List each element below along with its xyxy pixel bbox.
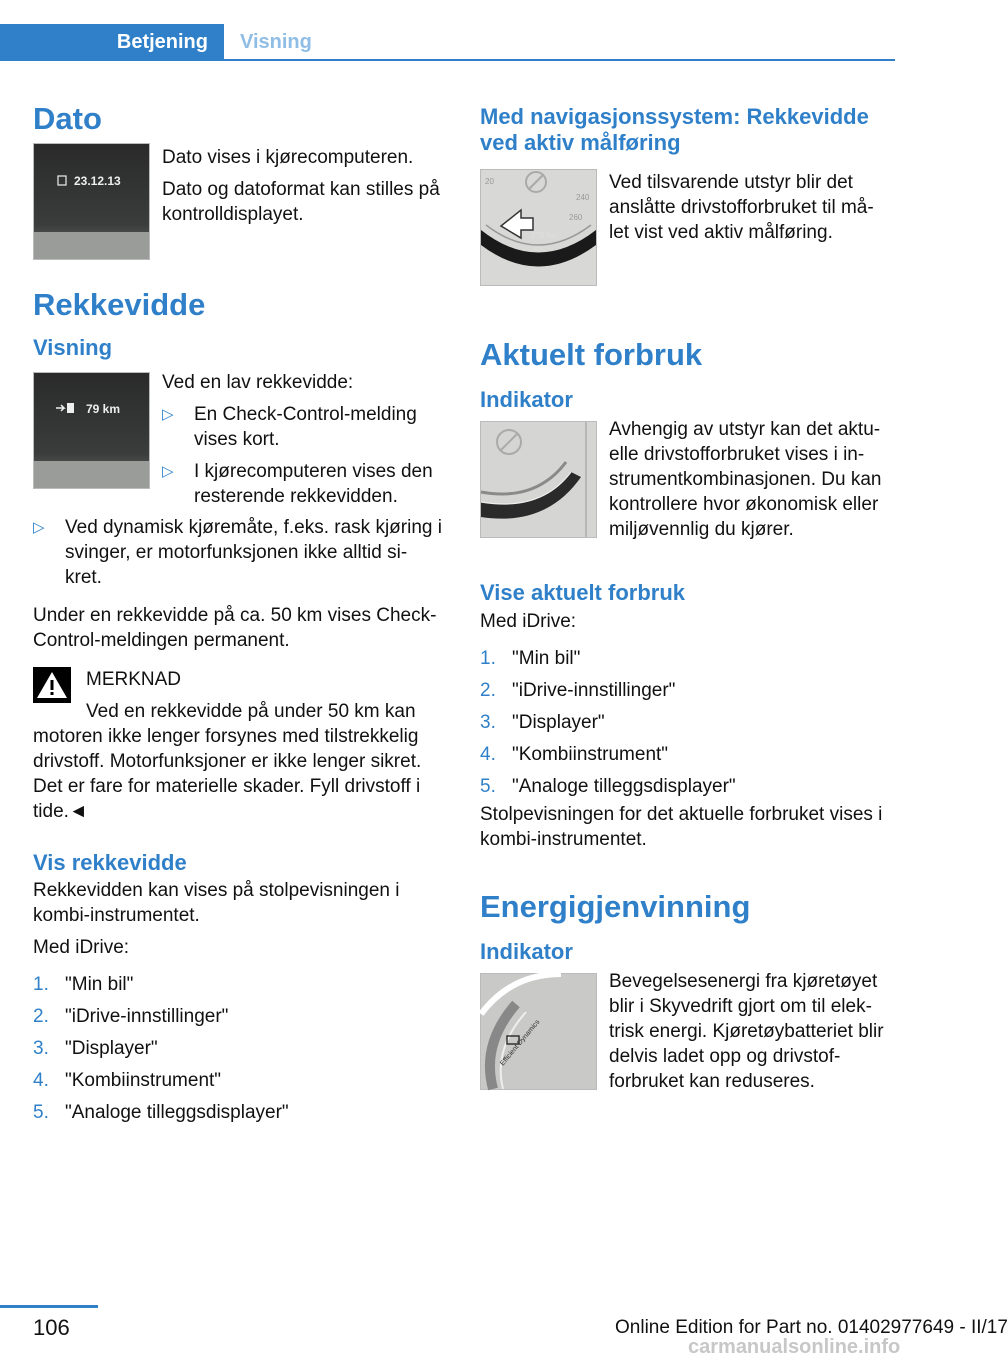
svg-text:20: 20 — [485, 176, 494, 186]
dato-display-text: 23.12.13 — [74, 174, 121, 189]
section-vise-forbruk — [480, 580, 896, 851]
svg-text:400: 400 — [533, 246, 545, 254]
list-item: ▷ En Check-Control-melding vises kort. — [162, 403, 417, 450]
note-body: motoren ikke lenger forsynes med tilstrekkelig drivstoff. Motorfunksjoner er ikke lenger sikret. Det er fare for materielle skader. Fyll drivstoff i tide.◄ — [33, 725, 422, 822]
dato-display-image — [33, 143, 150, 260]
energy-gauge-image — [480, 973, 597, 1090]
heading-navigasjon: Med navigasjonssystem: Rekkevidde ved aktiv målføring — [480, 104, 869, 156]
list-item: 3. "Displayer" — [33, 1038, 158, 1060]
svg-text:378 km: 378 km — [531, 230, 559, 240]
left-column — [33, 100, 448, 1132]
dato-paragraph-2: Dato og datoformat kan stilles på kontrolldisplayet. — [162, 179, 440, 226]
vise-paragraph-2: Stolpevisningen for det aktuelle forbruket vises i kombi-instrumentet. — [480, 803, 883, 850]
svg-text:260: 260 — [569, 212, 583, 222]
note-first-line: Ved en rekkevidde på under 50 km kan — [86, 700, 416, 722]
range-display-text: 79 km — [86, 401, 121, 416]
heading-dato: Dato — [33, 101, 102, 136]
triangle-bullet-icon: ▷ — [33, 518, 45, 536]
right-column — [480, 104, 896, 1094]
range-intro: Ved en lav rekkevidde: — [162, 371, 354, 393]
heading-aktuelt-forbruk: Aktuelt forbruk — [480, 336, 703, 372]
list-item: 2. "iDrive-innstillinger" — [33, 1006, 229, 1028]
tab-visning[interactable]: Visning — [240, 31, 312, 53]
section-dato — [33, 100, 448, 260]
heading-visning: Visning — [33, 335, 113, 361]
heading-rekkevidde: Rekkevidde — [33, 287, 206, 323]
svg-text:Efficient Dynamics: Efficient Dynamics — [499, 1019, 542, 1068]
heading-vise-forbruk: Vise aktuelt forbruk — [480, 580, 685, 606]
section-rekkevidde — [33, 286, 448, 824]
list-item: 1. "Min bil" — [33, 974, 134, 996]
section-vis-rekkevidde — [33, 850, 448, 1125]
list-item: 3. "Displayer" — [480, 711, 605, 733]
nav-paragraph: Ved tilsvarende utstyr blir det anslåtte drivstofforbruket til må- let vist ved aktiv målføring. — [609, 171, 874, 243]
range-display-image — [33, 372, 150, 489]
section-energigjenvinning — [480, 888, 896, 1095]
list-item: 4. "Kombiinstrument" — [33, 1070, 222, 1092]
heading-indikator-forbruk: Indikator — [480, 386, 573, 412]
list-item: 5. "Analoge tilleggsdisplayer" — [33, 1102, 289, 1124]
list-item: 4. "Kombiinstrument" — [480, 743, 669, 765]
dato-paragraph-1: Dato vises i kjørecomputeren. — [162, 147, 414, 169]
list-item: 1. "Min bil" — [480, 647, 581, 669]
section-navigasjon — [480, 104, 896, 286]
page-number: 106 — [33, 1315, 70, 1340]
list-item: ▷ I kjørecomputeren vises den resterende rekkevidden. — [162, 460, 433, 507]
svg-text:240: 240 — [576, 192, 590, 202]
forbruk-paragraph: Avhengig av utstyr kan det aktu- elle drivstofforbruket vises i in- strumentkombinasjonen. Du kan kontrollere hvor økonomisk eller miljøvennlig du kjører. — [609, 419, 882, 541]
warning-note — [33, 667, 448, 824]
heading-vis-rekkevidde: Vis rekkevidde — [33, 849, 187, 875]
tab-betjening[interactable]: Betjening — [0, 24, 224, 61]
vise-paragraph-1: Med iDrive: — [480, 610, 577, 632]
vis-paragraph-1: Rekkevidden kan vises på stolpevisningen i kombi-instrumentet. — [33, 880, 400, 927]
nav-gauge-image — [480, 169, 597, 286]
energi-paragraph: Bevegelsesenergi fra kjøretøyet blir i Skyvedrift gjort om til elek- trisk energi. Kjøretøybatteriet blir delvis ladet opp og drivstof- forbruket kan reduseres. — [609, 971, 884, 1093]
list-item: ▷ Ved dynamisk kjøremåte, f.eks. rask kjøring i svinger, er motorfunksjonen ikke alltid si- kret. — [33, 516, 442, 588]
section-aktuelt-forbruk — [480, 336, 896, 543]
triangle-bullet-icon: ▷ — [162, 462, 174, 480]
consumption-gauge-image — [480, 421, 597, 538]
range-paragraph: Under en rekkevidde på ca. 50 km vises Check-Control-meldingen permanent. — [33, 604, 437, 651]
footer-line — [0, 1305, 98, 1308]
header-bar — [0, 24, 895, 61]
warning-triangle-icon — [33, 667, 71, 703]
edition-text: Online Edition for Part no. 01402977649 - II/17 — [615, 1317, 1008, 1338]
header-underline — [0, 59, 895, 61]
watermark: carmanualsonline.info — [688, 1336, 901, 1358]
heading-indikator-energi: Indikator — [480, 938, 573, 964]
list-item: 2. "iDrive-innstillinger" — [480, 679, 676, 701]
triangle-bullet-icon: ▷ — [162, 405, 174, 423]
note-title: MERKNAD — [86, 668, 182, 690]
list-item: 5. "Analoge tilleggsdisplayer" — [480, 775, 736, 797]
vis-paragraph-2: Med iDrive: — [33, 937, 130, 959]
heading-energigjenvinning: Energigjenvinning — [480, 888, 751, 924]
